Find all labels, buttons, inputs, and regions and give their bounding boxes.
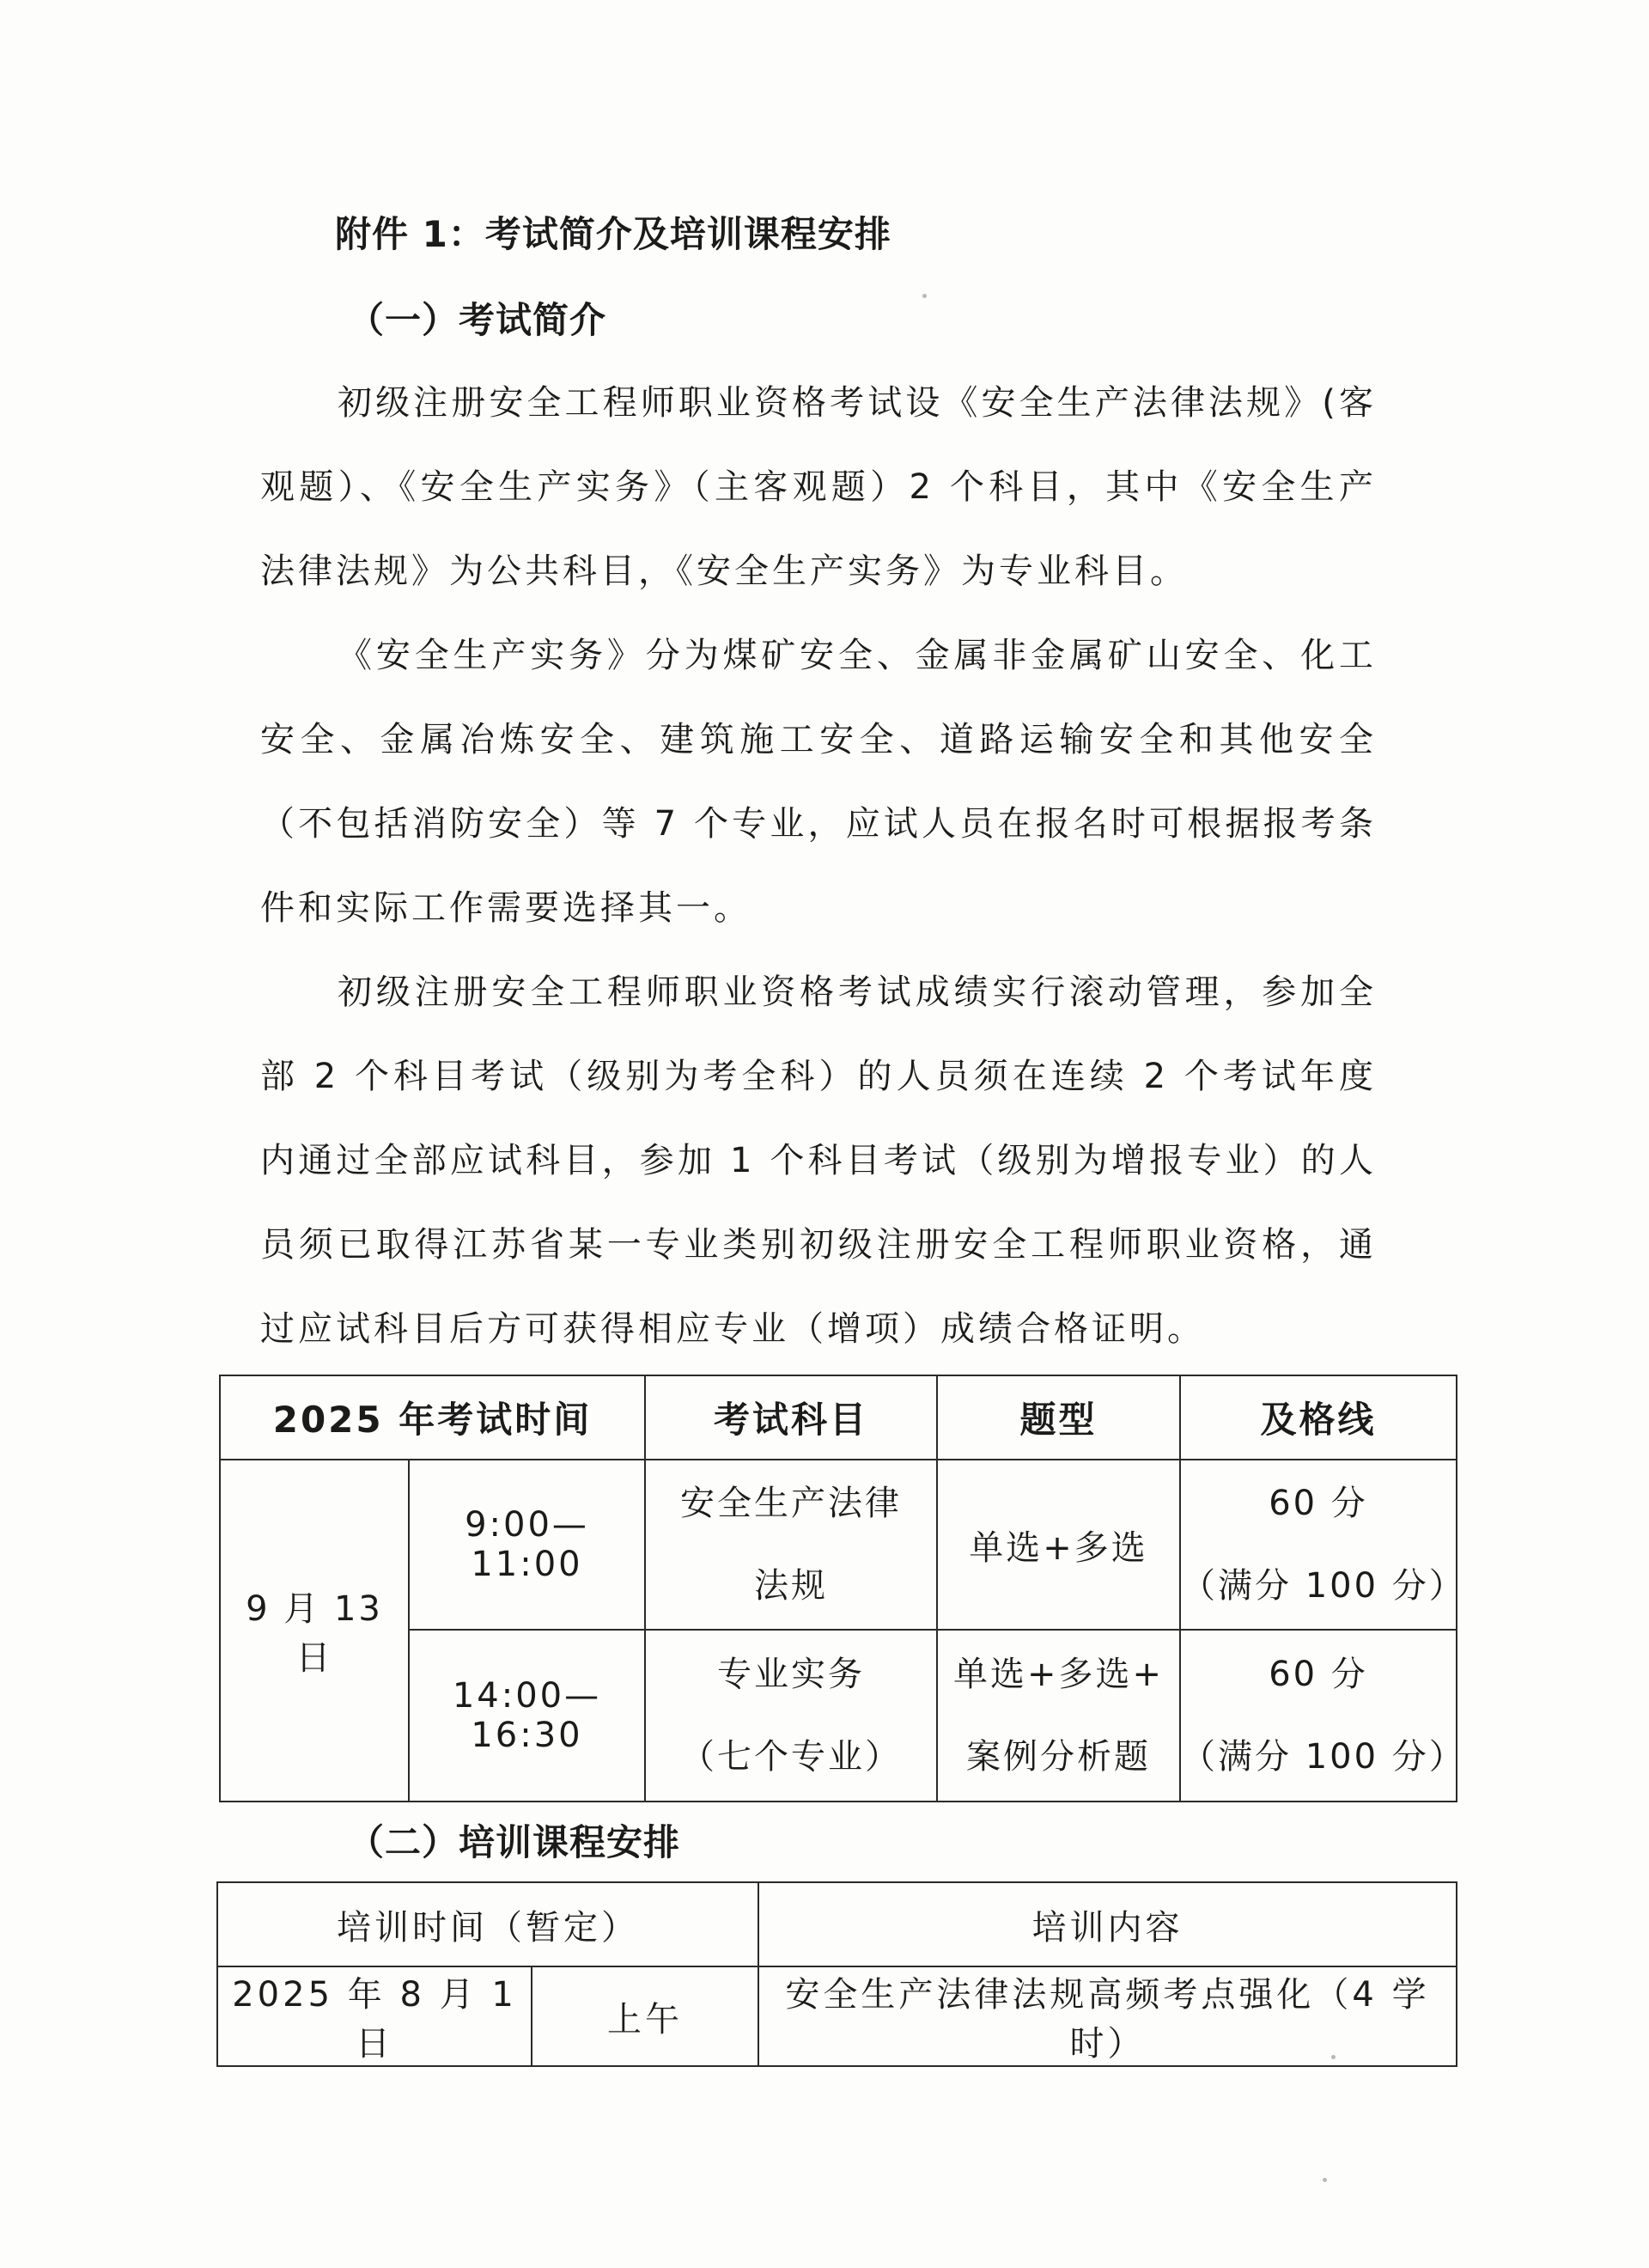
paragraph-score-management: 初级注册安全工程师职业资格考试成绩实行滚动管理，参加全部 2 个科目考试（级别为考全科）的人员须在连续 2 个考试年度内通过全部应试科目，参加 1 个科目考试（级别为增报专业）的人员须已取得江苏省某一专业类别初级注册安全工程师职业资格，通过应试科目后方可获得相应专业（增项）成绩合格证明。 [260,972,1377,1349]
paragraph-specialties: 《安全生产实务》分为煤矿安全、金属非金属矿山安全、化工安全、金属冶炼安全、建筑施工安全、道路运输安全和其他安全（不包括消防安全）等 7 个专业，应试人员在报名时可根据报考条件和实际工作需要选择其一。 [260,636,1377,928]
section-title-training: （二）培训课程安排 [348,1821,681,1863]
training-table-header-row [217,1882,1457,1966]
exam-date: 9 月 13 日 [220,1460,409,1802]
pass-line1: 60 分 [1269,1484,1368,1523]
exam-pass-morning [1180,1460,1466,1630]
subject-line1: 安全生产法律 [680,1484,902,1523]
exam-subject-morning [645,1460,937,1630]
header-exam-time: 2025 年考试时间 [220,1375,645,1460]
header-training-time: 培训时间（暂定） [217,1882,758,1966]
header-question-type: 题型 [937,1375,1180,1460]
type-line1: 单选+多选+ [952,1655,1165,1694]
subject-line2: （七个专业） [680,1737,902,1777]
exam-type-morning: 单选+多选 [937,1460,1180,1630]
training-date: 2025 年 8 月 1 日 [217,1966,532,2066]
header-subject: 考试科目 [645,1375,937,1460]
exam-schedule-table [219,1375,1466,1802]
attachment-title: 附件 1：考试简介及培训课程安排 [335,213,891,255]
training-period: 上午 [532,1966,758,2066]
paragraph-exam-subjects: 初级注册安全工程师职业资格考试设《安全生产法律法规》(客观题）、《安全生产实务》（主客观题）2 个科目，其中《安全生产法律法规》为公共科目，《安全生产实务》为专业科目。 [260,383,1377,591]
exam-row-morning [220,1460,1457,1630]
exam-table-header-row [220,1375,1457,1460]
scan-speck [1331,2055,1336,2059]
exam-time-morning: 9:00—11:00 [409,1460,645,1630]
scan-speck [1323,2178,1327,2182]
section-title-exam-intro: （一）考试简介 [348,299,607,341]
type-line2: 案例分析题 [966,1737,1151,1777]
subject-line1: 专业实务 [717,1655,865,1694]
training-content: 安全生产法律法规高频考点强化（4 学时） [758,1966,1457,2066]
training-row [217,1966,1457,2066]
pass-line2: （满分 100 分） [1181,1737,1466,1777]
scan-speck [922,294,927,298]
subject-line2: 法规 [754,1566,828,1606]
pass-line2: （满分 100 分） [1181,1566,1466,1606]
exam-time-afternoon: 14:00—16:30 [409,1630,645,1802]
header-training-content: 培训内容 [758,1882,1457,1966]
pass-line1: 60 分 [1269,1655,1368,1694]
exam-pass-afternoon [1180,1630,1466,1802]
exam-subject-afternoon [645,1630,937,1802]
exam-type-afternoon [937,1630,1180,1802]
training-schedule-table [216,1881,1457,2067]
header-pass-line: 及格线 [1180,1375,1457,1460]
